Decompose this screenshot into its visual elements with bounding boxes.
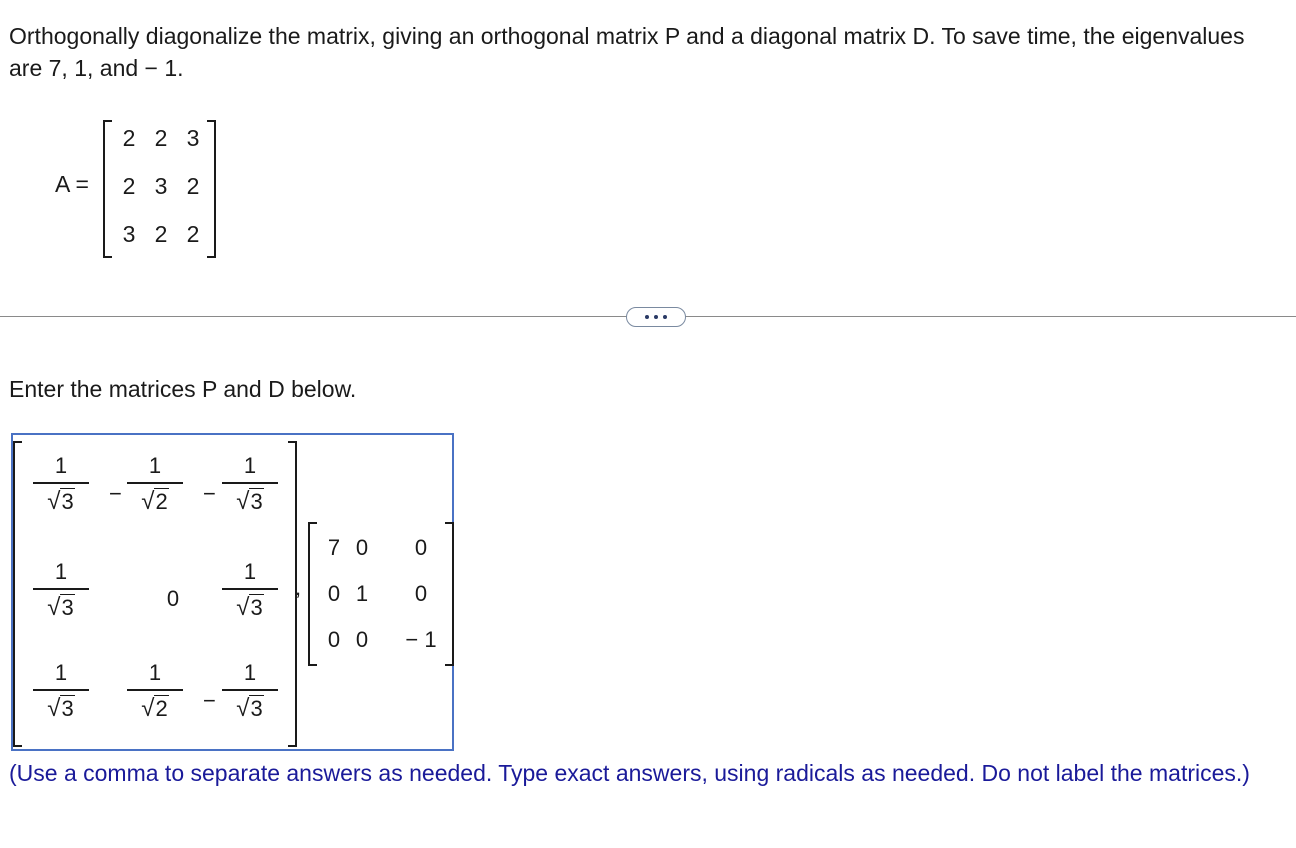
matrix-a-cell: 2 <box>154 221 168 247</box>
matrix-a-cell: 3 <box>186 125 200 151</box>
matrix-d-cell: 7 <box>327 535 341 560</box>
matrix-p-left-bracket <box>13 441 22 747</box>
ellipsis-icon <box>654 315 658 319</box>
ellipsis-icon <box>663 315 667 319</box>
minus-sign: − <box>109 481 122 506</box>
prompt-text: Enter the matrices P and D below. <box>9 376 357 402</box>
matrix-d-cell: 1 <box>355 581 369 606</box>
matrix-p-entry: 0 <box>166 586 180 611</box>
matrix-p-entry: 1 √3 <box>218 660 282 723</box>
matrix-p-entry: 1 √3 <box>29 660 93 723</box>
matrix-d-cell: 0 <box>355 535 369 560</box>
matrix-d-cell: 0 <box>414 581 428 606</box>
matrix-d-cell: 0 <box>327 581 341 606</box>
matrix-d <box>308 522 454 666</box>
hint-text: (Use a comma to separate answers as needed. Type exact answers, using radicals as needed. Do not label the matrices.) <box>9 760 1250 786</box>
show-more-button[interactable] <box>626 307 686 327</box>
matrix-p-entry: 1 √3 <box>29 559 93 622</box>
matrix-d-cell: − 1 <box>405 627 437 652</box>
matrix-a-cell: 2 <box>122 173 136 199</box>
matrix-p-entry: 1 √3 <box>218 559 282 622</box>
minus-sign: − <box>203 688 216 713</box>
matrix-p-entry: 1 √2 <box>123 453 187 516</box>
matrix-a-label: A = <box>55 171 89 197</box>
ellipsis-icon <box>645 315 649 319</box>
matrix-a-cell: 3 <box>154 173 168 199</box>
matrix-a-left-bracket <box>103 120 112 258</box>
matrix-d-right-bracket <box>445 522 454 666</box>
matrix-p-entry: 1 √3 <box>218 453 282 516</box>
minus-sign: − <box>203 481 216 506</box>
matrix-a-right-bracket <box>207 120 216 258</box>
matrix-d-left-bracket <box>308 522 317 666</box>
question-text: Orthogonally diagonalize the matrix, giving an orthogonal matrix P and a diagonal matrix D. To save time, the eigenvalues are 7, 1, and − 1. <box>9 23 1245 81</box>
matrix-a-cell: 2 <box>122 125 136 151</box>
matrix-a-cell: 2 <box>154 125 168 151</box>
matrix-p-entry: 1 √2 <box>123 660 187 723</box>
matrix-a-cell: 2 <box>186 173 200 199</box>
matrix-p <box>13 441 297 747</box>
matrix-a-cell: 3 <box>122 221 136 247</box>
matrix-separator: , <box>295 575 302 600</box>
matrix-a-cell: 2 <box>186 221 200 247</box>
matrix-d-cell: 0 <box>414 535 428 560</box>
matrix-a <box>103 120 216 258</box>
matrix-p-entry: 1 √3 <box>29 453 93 516</box>
matrix-d-cell: 0 <box>355 627 369 652</box>
matrix-d-cell: 0 <box>327 627 341 652</box>
